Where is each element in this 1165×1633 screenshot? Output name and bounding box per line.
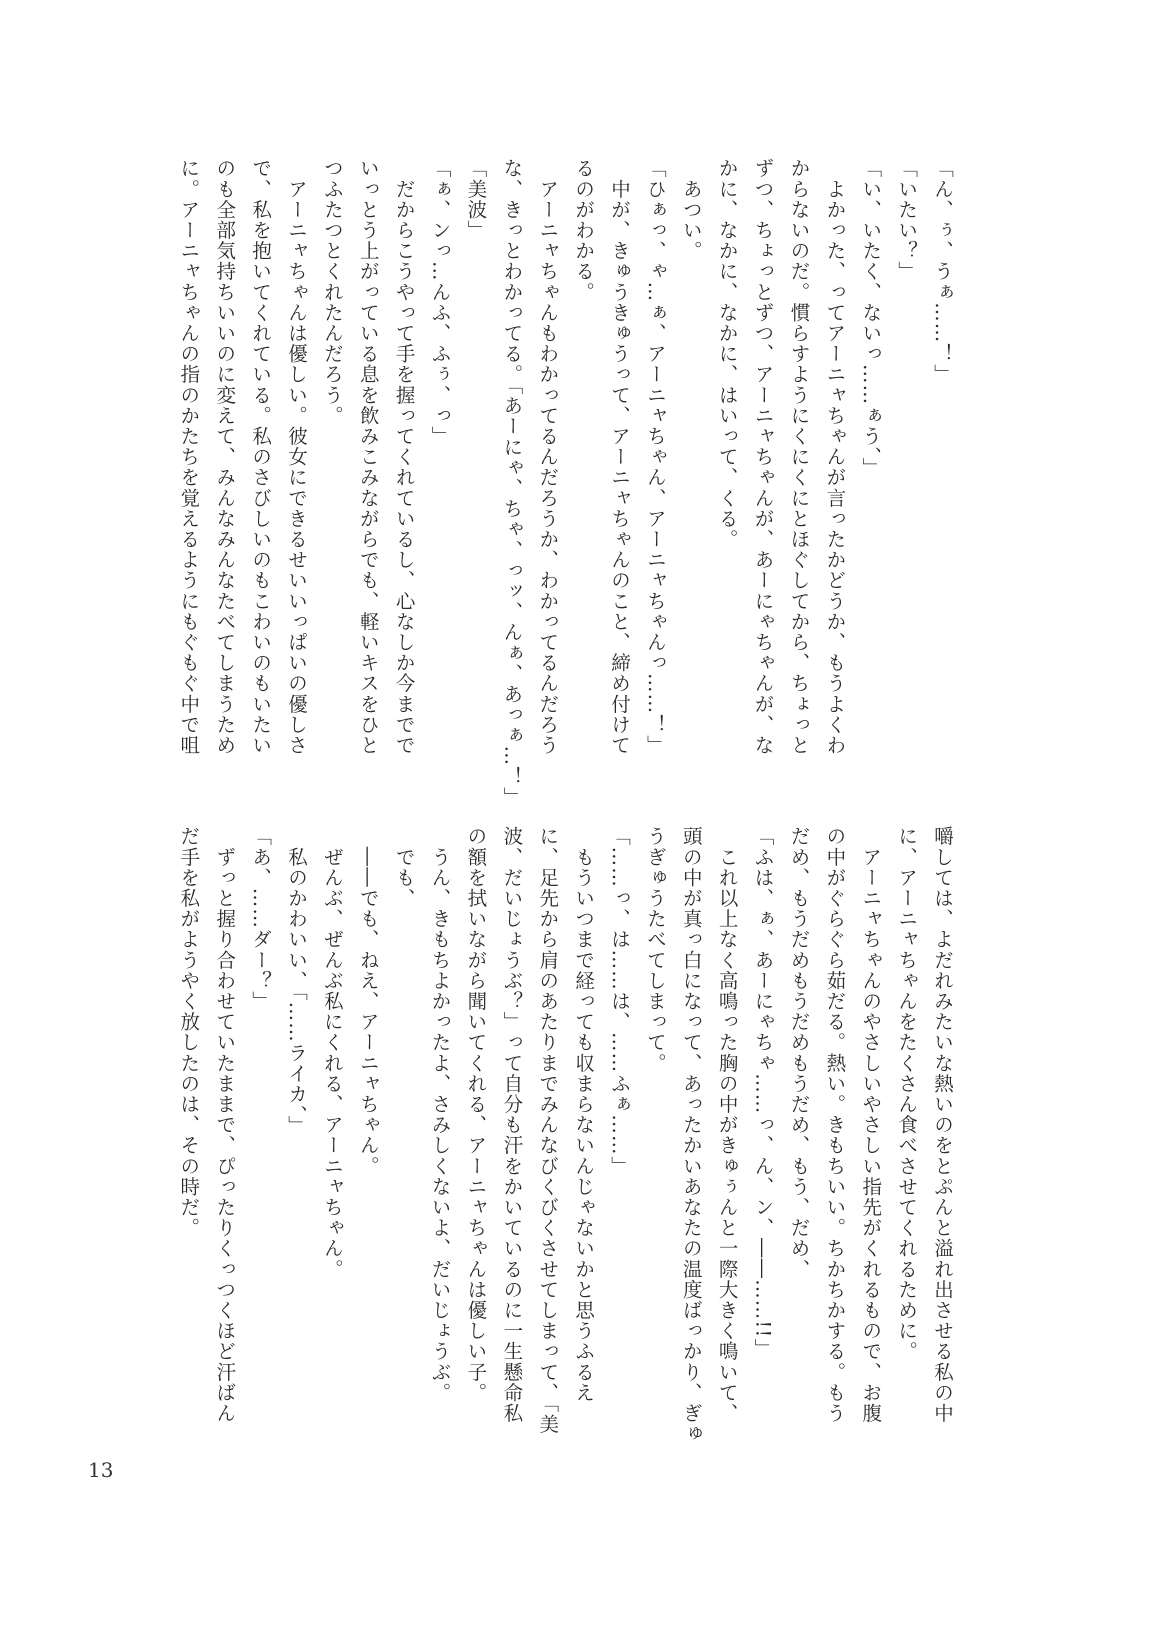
text-column: だからこうやって手を握ってくれているし、心なしか今までで (392, 158, 416, 756)
text-column: 「いたい？」 (895, 158, 919, 282)
text-column: 頭の中が真っ白になって、あったかいあなたの温度ばっかり、ぎゅ (679, 826, 703, 1444)
text-column: 「ん、ぅ、うぁ……！」 (931, 158, 954, 385)
text-column: いっとう上がっている息を飲みこみながらでも、軽いキスをひと (356, 158, 380, 756)
text-column: 私のかわいい、「……ライカ、」 (284, 826, 308, 1137)
text-column: 波、だいじょうぶ？」って自分も汗をかいているのに一生懸命私 (500, 826, 524, 1424)
text-column: ――でも、ねえ、アーニャちゃん。 (356, 826, 380, 1177)
text-column: アーニャちゃんもわかってるんだろうか、わかってるんだろう (536, 158, 560, 756)
text-column: アーニャちゃんは優しい。彼女にできるせいいっぱいの優しさ (284, 158, 308, 756)
text-column: のも全部気持ちいいのに変えて、みんなみんなたべてしまうため (213, 158, 237, 756)
text-column: 「い、いたく、ないっ……ぁう、」 (859, 158, 883, 478)
text-column: 「美波」 (464, 158, 488, 241)
text-column: 「ひぁっ、ゃ…ぁ、アーニャちゃん、アーニャちゃんっ……！」 (643, 158, 667, 756)
text-column: に。アーニャちゃんの指のかたちを覚えるようにもぐもぐ中で咀 (177, 158, 201, 756)
text-column: よかった、ってアーニャちゃんが言ったかどうか、もうよくわ (823, 158, 847, 756)
text-column: に、足先から肩のあたりまでみんなびくびくさせてしまって、「美 (536, 826, 560, 1435)
text-column: の額を拭いながら聞いてくれる、アーニャちゃんは優しい子。 (464, 826, 488, 1403)
text-column: これ以上なく高鳴った胸の中がきゅぅんと一際大きく鳴いて、 (715, 826, 739, 1424)
text-column: あつい。 (679, 158, 703, 261)
text-column: 「あ、……ダー？」 (249, 826, 273, 1012)
text-column: もういつまで経っても収まらないんじゃないかと思うふるえ (572, 826, 596, 1403)
text-column: の中がぐらぐら茹だる。熱い。きもちいい。ちかちかする。もう (823, 826, 847, 1424)
text-column: 中が、きゅうきゅうって、アーニャちゃんのこと、締め付けて (607, 158, 631, 756)
text-column: 「ぁ、ンっ…んふ、ふぅ、っ」 (428, 158, 452, 447)
text-column: 嚼しては、よだれみたいな熱いのをとぷんと溢れ出させる私の中 (931, 826, 954, 1424)
text-column: に、アーニャちゃんをたくさん食べさせてくれるために。 (895, 826, 919, 1362)
text-column: からないのだ。慣らすようにくにくにとほぐしてから、ちょっと (787, 158, 811, 756)
text-block-top (170, 158, 960, 808)
text-column: でも、 (392, 826, 416, 909)
text-column: 「……っ、は……は、……ふぁ……」 (607, 826, 631, 1177)
text-column: かに、なかに、なかに、はいって、くる。 (715, 158, 739, 550)
text-column: ずつ、ちょっとずつ、アーニャちゃんが、あーにゃちゃんが、な (751, 158, 775, 756)
text-column: うん、きもちよかったよ、さみしくないよ、だいじょうぶ。 (428, 826, 452, 1403)
text-column: だ手を私がようやく放したのは、その時だ。 (177, 826, 201, 1238)
text-column: アーニャちゃんのやさしいやさしい指先がくれるもので、お腹 (859, 826, 883, 1424)
text-column: で、私を抱いてくれている。私のさびしいのもこわいのもいたい (249, 158, 273, 756)
text-column: るのがわかる。 (572, 158, 596, 303)
page-number: 13 (88, 1458, 114, 1482)
text-block-bottom (170, 826, 960, 1446)
text-column: つふたつとくれたんだろう。 (320, 158, 344, 426)
text-column: ぜんぶ、ぜんぶ私にくれる、アーニャちゃん。 (320, 826, 344, 1280)
text-column: だめ、もうだめもうだめもうだめ、もう、だめ、 (787, 826, 811, 1280)
text-column: な、きっとわかってる。「あーにゃ、ちゃ、っッ、んぁ、あっぁ…！」 (500, 158, 524, 808)
text-column: 「ふは、ぁ、あーにゃちゃ……っ、ん、ン、――……!!」 (751, 826, 775, 1359)
text-column: うぎゅうたべてしまって。 (643, 826, 667, 1074)
text-column: ずっと握り合わせていたままで、ぴったりくっつくほど汗ばん (213, 826, 237, 1424)
